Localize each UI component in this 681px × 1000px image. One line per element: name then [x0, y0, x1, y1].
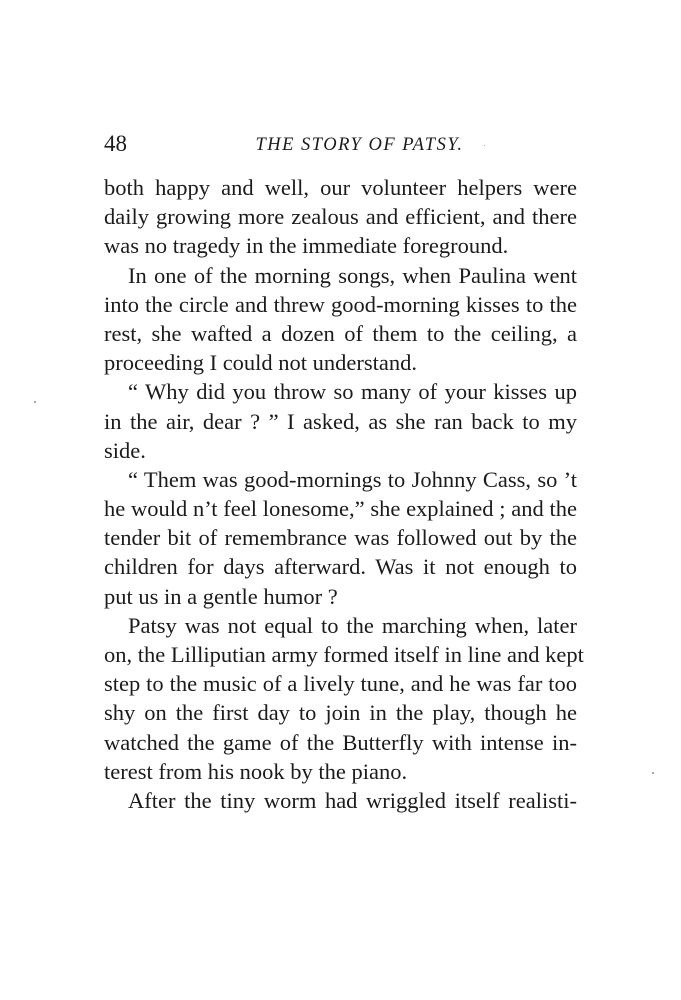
text-line: in the air, dear ? ” I asked, as she ran back to my — [104, 408, 577, 434]
text-line: In one of the morning songs, when Paulina went — [128, 262, 577, 288]
text-line: side. — [104, 437, 146, 463]
text-line: rest, she wafted a dozen of them to the ceiling, a — [104, 320, 577, 346]
text-line: put us in a gentle humor ? — [104, 583, 338, 609]
text-line: proceeding I could not understand. — [104, 350, 418, 376]
text-line: terest from his nook by the piano. — [104, 758, 408, 784]
text-line: both happy and well, our volunteer helpers were — [104, 175, 577, 200]
text-line: into the circle and threw good-morning kisses to the — [104, 291, 577, 317]
text-line: shy on the first day to join in the play, though he — [104, 700, 577, 726]
text-line: “ Them was good-mornings to Johnny Cass, so ’t — [128, 466, 577, 492]
running-title: THE STORY OF PATSY. — [255, 135, 464, 155]
text-line: watched the game of the Butterfly with intense in- — [104, 729, 577, 755]
text-line: daily growing more zealous and efficient, and there — [104, 204, 577, 230]
page-number: 48 — [104, 131, 127, 156]
text-line: children for days afterward. Was it not enough to — [104, 554, 577, 580]
text-line: was no tragedy in the immediate foreground. — [104, 233, 509, 259]
text-line: on, the Lilliputian army formed itself in line and kept — [104, 642, 584, 667]
text-line: “ Why did you throw so many of your kisses up — [128, 379, 577, 405]
text-line: After the tiny worm had wriggled itself realisti- — [128, 787, 577, 813]
text-line: Patsy was not equal to the marching when, later — [128, 612, 577, 638]
paper-speck — [484, 145, 485, 146]
paper-speck — [34, 401, 36, 403]
body-text — [104, 173, 584, 815]
text-line: he would n’t feel lonesome,” she explained ; and the — [104, 496, 577, 522]
text-line: step to the music of a lively tune, and he was far too — [104, 671, 577, 697]
page-header — [104, 130, 577, 160]
text-line: tender bit of remembrance was followed out by the — [104, 525, 577, 551]
paper-speck — [652, 772, 654, 774]
